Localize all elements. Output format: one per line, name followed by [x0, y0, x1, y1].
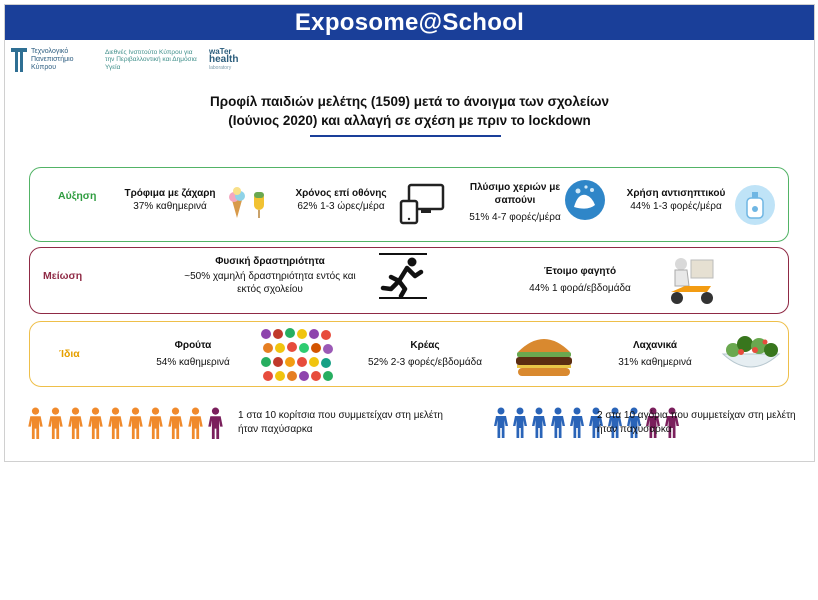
person-icon — [127, 407, 144, 440]
screens-icon — [399, 181, 447, 225]
person-icon — [512, 407, 528, 439]
handwash-name: Πλύσιμο χεριών με σαπούνι — [469, 182, 561, 206]
fruits-name: Φρούτα — [174, 340, 212, 351]
person-icon — [493, 407, 509, 439]
person-icon — [27, 407, 44, 440]
wh-line1: waTer — [209, 47, 232, 56]
screen-time-value: 62% 1-3 ώρες/μέρα — [297, 201, 385, 212]
person-icon — [550, 407, 566, 439]
institute-name: Διεθνές Ινστιτούτο Κύπρου για την Περιβαλλοντική και Δημόσια Υγεία — [105, 48, 197, 71]
meat-item — [350, 339, 500, 369]
tepak-name: Τεχνολογικό Πανεπιστήμιο Κύπρου — [31, 48, 74, 71]
running-icon — [377, 251, 429, 301]
person-icon — [167, 407, 184, 440]
tepak-logo — [11, 48, 83, 72]
girls-pictogram — [27, 407, 227, 440]
burger-icon — [512, 332, 576, 378]
increase-label: Αύξηση — [58, 190, 97, 202]
wh-line3: laboratory — [209, 65, 232, 71]
sweets-icon — [222, 184, 270, 220]
physical-activity-name: Φυσική δραστηριότητα — [215, 256, 325, 267]
title-banner — [5, 5, 814, 40]
vegetables-value: 31% καθημερινά — [618, 357, 692, 368]
sanitizer-name: Χρήση αντισηπτικού — [626, 188, 726, 199]
sanitizer-item — [616, 187, 736, 213]
person-icon — [207, 407, 224, 440]
girls-obesity-text: 1 στα 10 κορίτσια που συμμετείχαν στη μελέτη ήταν παχύσαρκα — [238, 410, 443, 435]
delivery-icon — [667, 252, 717, 308]
screen-time-name: Χρόνος επί οθόνης — [295, 188, 387, 199]
wh-line2: health — [209, 54, 239, 65]
sanitizer-icon — [734, 184, 776, 226]
logo-bar — [11, 45, 249, 75]
sugar-food-value: 37% καθημερινά — [133, 201, 207, 212]
physical-activity-value: ~50% χαμηλή δραστηριότητα εντός και εκτός σχολείου — [184, 271, 356, 295]
handwash-icon — [564, 179, 606, 221]
salad-icon — [719, 328, 783, 378]
handwash-item — [450, 181, 580, 224]
infographic — [4, 4, 815, 462]
handwash-value: 51% 4-7 φορές/μέρα — [469, 212, 561, 223]
title-underline — [310, 135, 501, 137]
main-title-line2: (Ιούνιος 2020) και αλλαγή σε σχέση με πριν το lockdown — [228, 113, 591, 128]
person-icon — [147, 407, 164, 440]
tepak-mark-icon — [11, 48, 27, 72]
main-title-line1: Προφίλ παιδιών μελέτης (1509) μετά το άνοιγμα των σχολείων — [210, 94, 609, 109]
vegetables-item — [600, 339, 710, 369]
boys-obesity-text: 2 στα 10 αγόρια που συμμετείχαν στη μελέτη ήταν παχύσαρκα — [597, 410, 796, 435]
sanitizer-value: 44% 1-3 φορές/μέρα — [630, 201, 722, 212]
fruits-item — [133, 339, 253, 369]
water-health-logo — [209, 48, 249, 72]
same-label: Ίδια — [59, 348, 80, 360]
person-icon — [569, 407, 585, 439]
ready-food-item — [510, 265, 650, 295]
sugar-food-name: Τρόφιμα με ζάχαρη — [124, 188, 216, 199]
physical-activity-item — [170, 255, 370, 296]
fruits-value: 54% καθημερινά — [156, 357, 230, 368]
fruits-icon — [258, 326, 336, 384]
meat-value: 52% 2-3 φορές/εβδομάδα — [367, 357, 483, 368]
person-icon — [67, 407, 84, 440]
person-icon — [47, 407, 64, 440]
decrease-label: Μείωση — [43, 270, 83, 282]
person-icon — [187, 407, 204, 440]
ready-food-value: 44% 1 φορά/εβδομάδα — [529, 283, 631, 294]
person-icon — [87, 407, 104, 440]
vegetables-name: Λαχανικά — [632, 340, 678, 351]
person-icon — [107, 407, 124, 440]
meat-name: Κρέας — [410, 340, 440, 351]
banner-title: Exposome@School — [294, 8, 525, 36]
ready-food-name: Έτοιμο φαγητό — [543, 266, 617, 277]
person-icon — [531, 407, 547, 439]
screen-time-item — [276, 187, 406, 213]
sugar-food-item — [110, 187, 230, 213]
